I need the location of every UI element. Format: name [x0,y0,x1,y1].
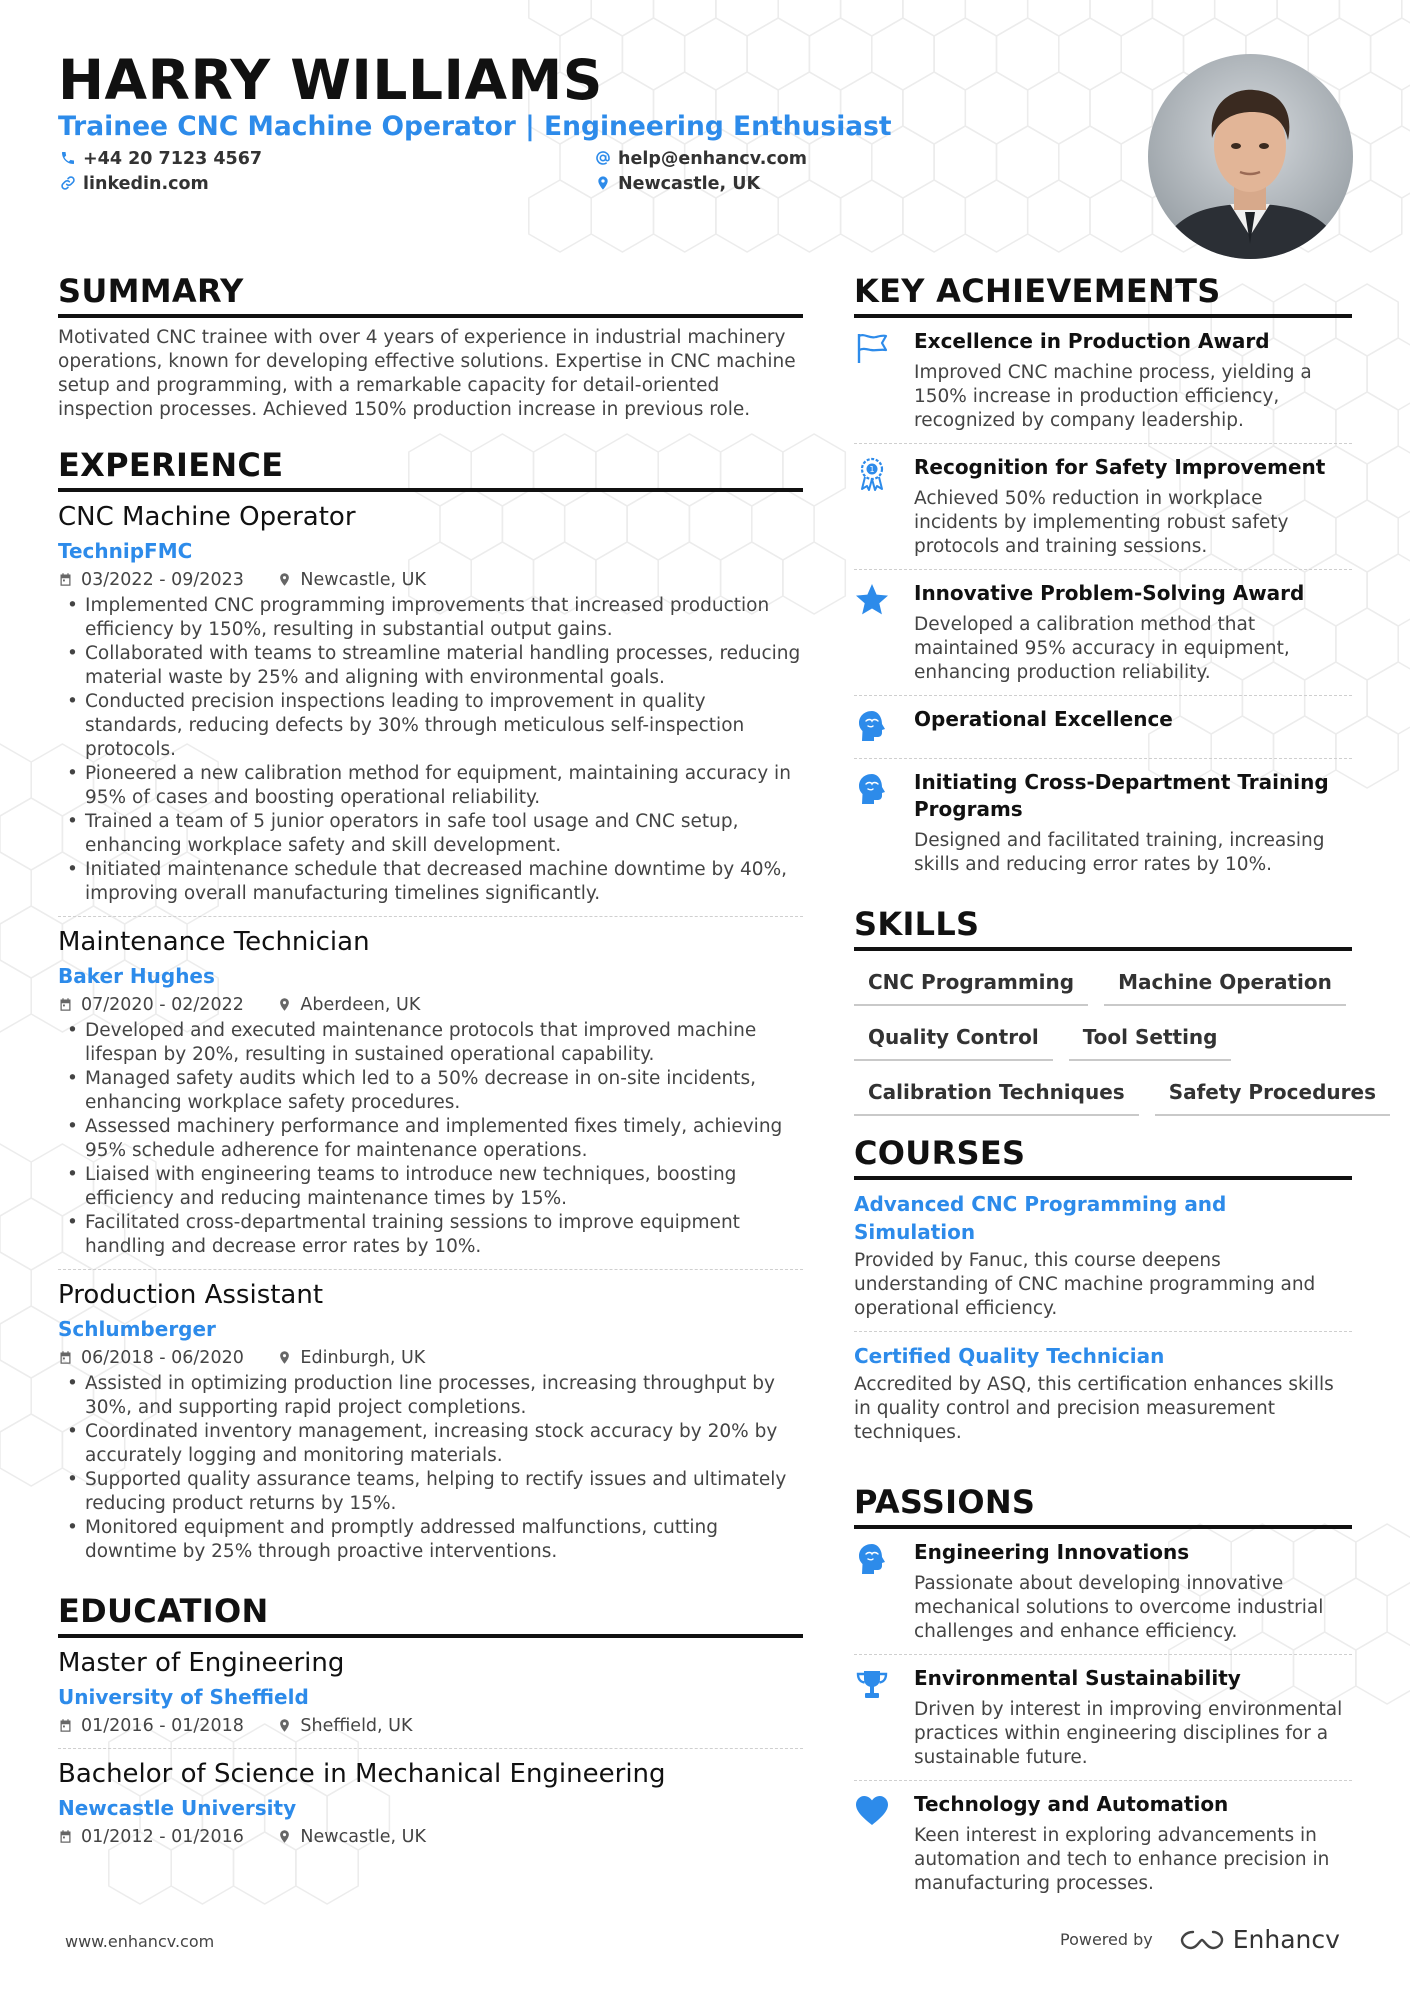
skills-title: SKILLS [854,905,1352,951]
job-dates: 03/2022 - 09/2023 [81,570,244,590]
calendar-icon [58,1718,73,1733]
courses-section [854,1134,1352,1455]
left-column [58,272,803,1877]
headline: Trainee CNC Machine Operator | Engineering Enthusiast [58,111,892,142]
achievement-item [854,696,1352,759]
experience-title: EXPERIENCE [58,446,803,492]
svg-text:1: 1 [869,465,875,474]
job-dates: 07/2020 - 02/2022 [81,995,244,1015]
bullet: • Monitored equipment and promptly addressed malfunctions, cutting downtime by 25% through proactive interventions. [58,1516,803,1564]
heart-icon [854,1793,890,1829]
location-pin-icon [277,572,292,587]
achievement-title: Operational Excellence [914,707,1173,731]
course-title[interactable]: Certified Quality Technician [854,1344,1165,1368]
achievement-desc: Improved CNC machine process, yielding a 150% increase in production efficiency, recognized by company leadership. [914,362,1312,431]
brain-icon [854,1541,890,1577]
summary-title: SUMMARY [58,272,803,318]
education-title: EDUCATION [58,1592,803,1638]
school-name[interactable]: University of Sheffield [58,1685,309,1709]
skill-tag: Quality Control [854,1020,1053,1061]
contact-linkedin[interactable] [60,172,209,198]
achievement-item [854,570,1352,696]
education-location: Newcastle, UK [300,1827,426,1847]
footer-branding[interactable] [1060,1925,1340,1954]
bullet: • Assisted in optimizing production line processes, increasing throughput by 30%, and supporting rapid project completions. [58,1372,803,1420]
achievement-title: Excellence in Production Award [914,329,1270,353]
degree: Bachelor of Science in Mechanical Engineering [58,1759,666,1789]
enhancv-logo-icon [1179,1928,1225,1952]
bullet: • Pioneered a new calibration method for equipment, maintaining accuracy in 95% of cases and boosting operational reliability. [58,762,803,810]
experience-entry [58,1270,803,1574]
achievement-item [854,318,1352,444]
passion-desc: Passionate about developing innovative mechanical solutions to overcome industrial challenges and enhance efficiency. [914,1573,1324,1642]
star-icon [854,582,890,618]
job-dates: 06/2018 - 06/2020 [81,1348,244,1368]
medal-icon [854,456,890,492]
brain-icon [854,771,890,807]
skill-tag: Safety Procedures [1155,1075,1390,1116]
powered-by-label: Powered by [1060,1930,1153,1949]
bullet: • Managed safety audits which led to a 50% decrease in on-site incidents, enhancing workplace safety procedures. [58,1067,803,1115]
skill-tag: Tool Setting [1069,1020,1232,1061]
experience-entry [58,492,803,917]
trophy-icon [854,1667,890,1703]
phone-text: +44 20 7123 4567 [83,149,263,169]
contact-phone[interactable] [60,147,262,173]
achievement-desc: Developed a calibration method that maintained 95% accuracy in equipment, enhancing production reliability. [914,614,1290,683]
education-dates: 01/2016 - 01/2018 [81,1716,244,1736]
passions-title: PASSIONS [854,1483,1352,1529]
bullet: • Initiated maintenance schedule that decreased machine downtime by 40%, improving overall manufacturing timelines significantly. [58,858,803,906]
contact-email[interactable] [595,147,807,173]
achievement-item [854,444,1352,570]
passion-title: Technology and Automation [914,1792,1229,1816]
course-title[interactable]: Advanced CNC Programming and Simulation [854,1192,1227,1244]
calendar-icon [58,1350,73,1365]
candidate-name: HARRY WILLIAMS [58,48,603,112]
bullet: • Supported quality assurance teams, helping to rectify issues and ultimately reducing product returns by 15%. [58,1468,803,1516]
link-icon [60,174,78,198]
calendar-icon [58,572,73,587]
bullet: • Trained a team of 5 junior operators in safe tool usage and CNC setup, enhancing workplace safety and skill development. [58,810,803,858]
bullet: • Developed and executed maintenance protocols that improved machine lifespan by 20%, resulting in sustained operational capability. [58,1019,803,1067]
passion-item [854,1529,1352,1655]
location-pin-icon [277,1350,292,1365]
passions-section [854,1483,1352,1906]
bullet: • Facilitated cross-departmental training sessions to improve equipment handling and decrease error rates by 10%. [58,1211,803,1259]
brand-name: Enhancv [1232,1925,1340,1954]
bullet: • Assessed machinery performance and implemented fixes timely, achieving 95% schedule adherence for maintenance operations. [58,1115,803,1163]
calendar-icon [58,1829,73,1844]
brain-icon [854,708,890,744]
job-role: Production Assistant [58,1280,324,1310]
summary-section [58,272,803,422]
calendar-icon [58,997,73,1012]
profile-photo [1148,54,1353,259]
email-text: help@enhancv.com [618,149,808,169]
job-bullets [58,1019,803,1259]
education-entry [58,1749,803,1859]
job-role: CNC Machine Operator [58,502,356,532]
location-pin-icon [277,1829,292,1844]
school-name[interactable]: Newcastle University [58,1796,297,1820]
contact-location [595,172,760,198]
experience-section [58,446,803,1574]
job-location: Aberdeen, UK [300,995,421,1015]
passion-item [854,1655,1352,1781]
job-meta [58,1346,803,1370]
achievement-title: Recognition for Safety Improvement [914,455,1326,479]
job-meta [58,993,803,1017]
course-item [854,1332,1352,1455]
summary-text: Motivated CNC trainee with over 4 years of experience in industrial machinery operations, known for developing effective solutions. Expertise in CNC machine setup and programming, with a remarkable capacity for detail-oriented inspection processes. Achieved 150% production increase in previous role. [58,327,796,420]
job-bullets [58,1372,803,1564]
courses-title: COURSES [854,1134,1352,1180]
course-desc: Accredited by ASQ, this certification enhances skills in quality control and precision measurement techniques. [854,1374,1334,1443]
achievement-item [854,759,1352,887]
achievement-desc: Achieved 50% reduction in workplace incidents by implementing robust safety protocols and training sessions. [914,488,1289,557]
job-location: Edinburgh, UK [300,1348,426,1368]
flag-icon [854,330,890,366]
skill-tag: Calibration Techniques [854,1075,1139,1116]
skill-tag: CNC Programming [854,965,1088,1006]
bullet: • Coordinated inventory management, increasing stock accuracy by 20% by accurately logging and monitoring materials. [58,1420,803,1468]
achievements-title: KEY ACHIEVEMENTS [854,272,1352,318]
bullet: • Implemented CNC programming improvements that increased production efficiency by 150%, resulting in substantial output gains. [58,594,803,642]
footer-website[interactable]: www.enhancv.com [65,1932,215,1951]
achievement-title: Initiating Cross-Department Training Programs [914,770,1329,821]
location-pin-icon [277,1718,292,1733]
phone-icon [60,149,78,173]
bullet: • Liaised with engineering teams to introduce new techniques, boosting efficiency and reducing maintenance times by 15%. [58,1163,803,1211]
passion-desc: Keen interest in exploring advancements in automation and tech to enhance precision in manufacturing processes. [914,1825,1330,1894]
company-name[interactable]: Baker Hughes [58,964,215,988]
education-entry [58,1638,803,1749]
bullet: • Conducted precision inspections leading to improvement in quality standards, reducing defects by 30% through meticulous self-inspection protocols. [58,690,803,762]
job-role: Maintenance Technician [58,927,370,957]
job-location: Newcastle, UK [300,570,426,590]
passion-desc: Driven by interest in improving environmental practices within engineering disciplines for a sustainable future. [914,1699,1343,1768]
degree: Master of Engineering [58,1648,345,1678]
course-desc: Provided by Fanuc, this course deepens understanding of CNC machine programming and operational efficiency. [854,1250,1316,1319]
bullet: • Collaborated with teams to streamline material handling processes, reducing material waste by 25% and aligning with environmental goals. [58,642,803,690]
location-pin-icon [595,174,613,198]
linkedin-text: linkedin.com [83,174,209,194]
company-name[interactable]: TechnipFMC [58,539,193,563]
location-text: Newcastle, UK [618,174,761,194]
achievements-section [854,272,1352,887]
job-bullets [58,594,803,906]
right-column [854,272,1376,1924]
at-icon [595,149,613,173]
education-dates: 01/2012 - 01/2016 [81,1827,244,1847]
skills-section [854,905,1376,1116]
passion-title: Engineering Innovations [914,1540,1190,1564]
achievement-title: Innovative Problem-Solving Award [914,581,1305,605]
skill-tag: Machine Operation [1104,965,1346,1006]
education-meta [58,1714,803,1738]
skills-list [854,965,1376,1116]
location-pin-icon [277,997,292,1012]
education-location: Sheffield, UK [300,1716,413,1736]
education-section [58,1592,803,1859]
achievement-desc: Designed and facilitated training, increasing skills and reducing error rates by 10%. [914,830,1325,875]
experience-entry [58,917,803,1270]
job-meta [58,568,803,592]
course-item [854,1180,1352,1332]
education-meta [58,1825,803,1849]
company-name[interactable]: Schlumberger [58,1317,216,1341]
passion-item [854,1781,1352,1906]
passion-title: Environmental Sustainability [914,1666,1241,1690]
